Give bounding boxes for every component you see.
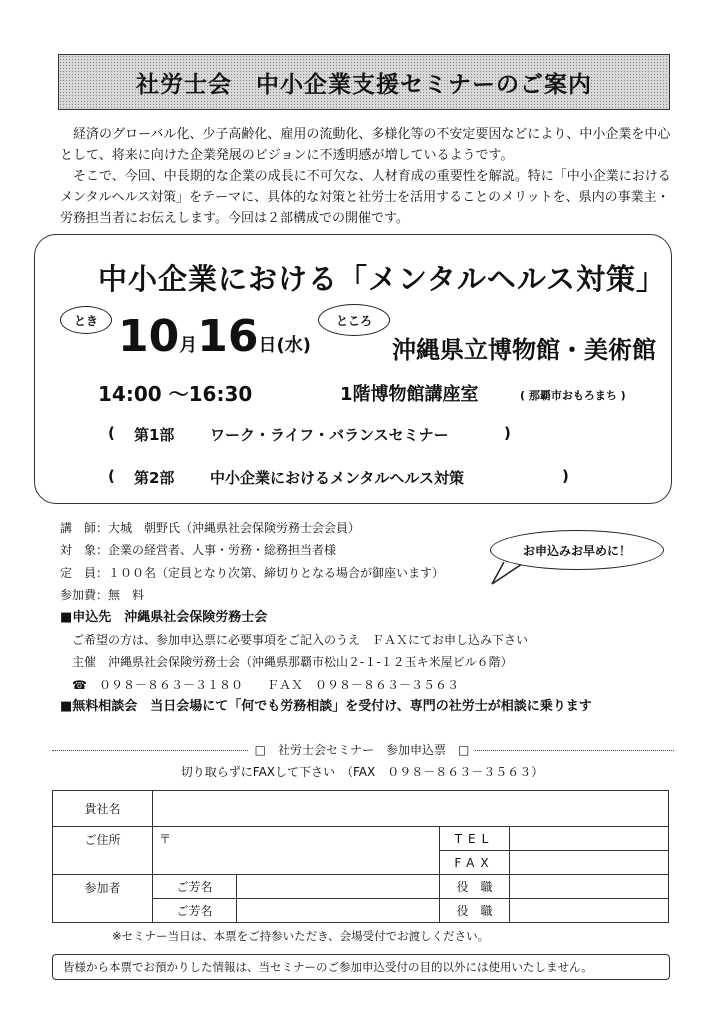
address-field[interactable] <box>153 827 440 875</box>
part2-label: 第2部 <box>134 469 175 487</box>
part1-open: ( <box>108 424 115 442</box>
consultation-line: ■無料相談会 当日会場にて「何でも労務相談」を受付け、専門の社労士が相談に乗ります <box>60 699 592 715</box>
intro-text <box>60 124 672 229</box>
contact-line: ☎ ０９８－８６３－３１８０ ＦＡＸ ０９８－８６３－３５６３ <box>72 677 459 692</box>
event-date <box>118 311 311 362</box>
date-day-unit: 日(水) <box>258 335 311 356</box>
part2-title: 中小企業におけるメンタルヘルス対策 <box>210 469 464 487</box>
part2-open: ( <box>108 467 115 485</box>
address-label: ご住所 <box>53 827 153 875</box>
header-banner <box>58 54 670 110</box>
company-label: 貴社名 <box>53 791 153 827</box>
participant-2-title-label: 役 職 <box>440 899 510 923</box>
fax-field[interactable] <box>510 851 669 875</box>
participant-1-title-field[interactable] <box>510 875 669 899</box>
form-title-wrap <box>0 741 724 758</box>
participant-label: 参加者 <box>53 875 153 923</box>
participant-1-name-field[interactable] <box>237 875 440 899</box>
form-subtitle: 切り取らずにFAXして下さい （FAX ０９８－８６３－３５６３） <box>180 765 544 779</box>
company-field[interactable] <box>153 791 669 827</box>
event-venue: 沖縄県立博物館・美術館 <box>392 336 656 364</box>
capacity-line: 定 員：１００名（定員となり次第、締切りとなる場合が御座います） <box>60 565 445 580</box>
participant-1-name-label: ご芳名 <box>153 875 237 899</box>
apply-text: ご希望の方は、参加申込票に必要事項をご記入のうえ ＦＡＸにてお申し込み下さい <box>72 632 529 647</box>
event-title: 中小企業における「メンタルヘルス対策」 <box>98 262 666 296</box>
tel-field[interactable] <box>510 827 669 851</box>
part1-label: 第1部 <box>134 426 175 444</box>
postal-mark: 〒 <box>159 832 172 846</box>
fax-label: FAX <box>440 851 510 875</box>
form-title: □ 社労士会セミナー 参加申込票 □ <box>249 743 476 757</box>
page-title: 社労士会 中小企業支援セミナーのご案内 <box>136 71 592 98</box>
participant-1-title-label: 役 職 <box>440 875 510 899</box>
application-form <box>52 790 669 923</box>
tel-label: TEL <box>440 827 510 851</box>
target-line: 対 象：企業の経営者、人事・労務・総務担当者様 <box>60 543 337 558</box>
part1-close: ) <box>504 424 511 442</box>
event-time: 14:00 ～16:30 <box>98 382 253 406</box>
apply-early-bubble: お申込みお早めに！ <box>490 530 664 570</box>
lecturer-line: 講 師：大城 朝野氏（沖縄県社会保険労務士会会員） <box>60 521 361 535</box>
part2-close: ) <box>562 467 569 485</box>
fee-line: 参加費：無 料 <box>60 588 145 603</box>
part1-title: ワーク・ライフ・バランスセミナー <box>210 426 449 444</box>
form-note: ※セミナー当日は、本票をご持参いただき、会場受付でお渡しください。 <box>112 929 490 943</box>
event-room: 1階博物館講座室 <box>340 384 479 405</box>
privacy-notice: 皆様から本票でお預かりした情報は、当セミナーのご参加申込受付の目的以外には使用いたしません。 <box>52 954 670 980</box>
intro-paragraph-1: 経済のグローバル化、少子高齢化、雇用の流動化、多様化等の不安定要因などにより、中小企業を中心として、将来に向けた企業発展のビジョンに不透明感が増しているようです。 <box>60 127 671 163</box>
organizer-line: 主催 沖縄県社会保険労務士会（沖縄県那覇市松山２-１-１２玉キ米屋ビル６階） <box>72 655 513 670</box>
participant-2-name-field[interactable] <box>237 899 440 923</box>
date-month-unit: 月 <box>179 335 198 356</box>
apply-heading: ■申込先 沖縄県社会保険労務士会 <box>60 609 268 625</box>
participant-2-title-field[interactable] <box>510 899 669 923</box>
when-label: とき <box>60 306 112 334</box>
date-month: 10 <box>118 311 180 362</box>
event-room-address: ( 那覇市おもろまち ) <box>520 389 626 402</box>
participant-2-name-label: ご芳名 <box>153 899 237 923</box>
intro-paragraph-2: そこで、今回、中長期的な企業の成長に不可欠な、人材育成の重要性を解説。特に「中小企業におけるメンタルヘルス対策」をテーマに、具体的な対策と社労士を活用することのメリットを、県内の事業主・労務担当者にお伝えします。今回は２部構成での開催です。 <box>60 169 671 226</box>
where-label: ところ <box>318 304 390 336</box>
date-day: 16 <box>197 311 259 362</box>
